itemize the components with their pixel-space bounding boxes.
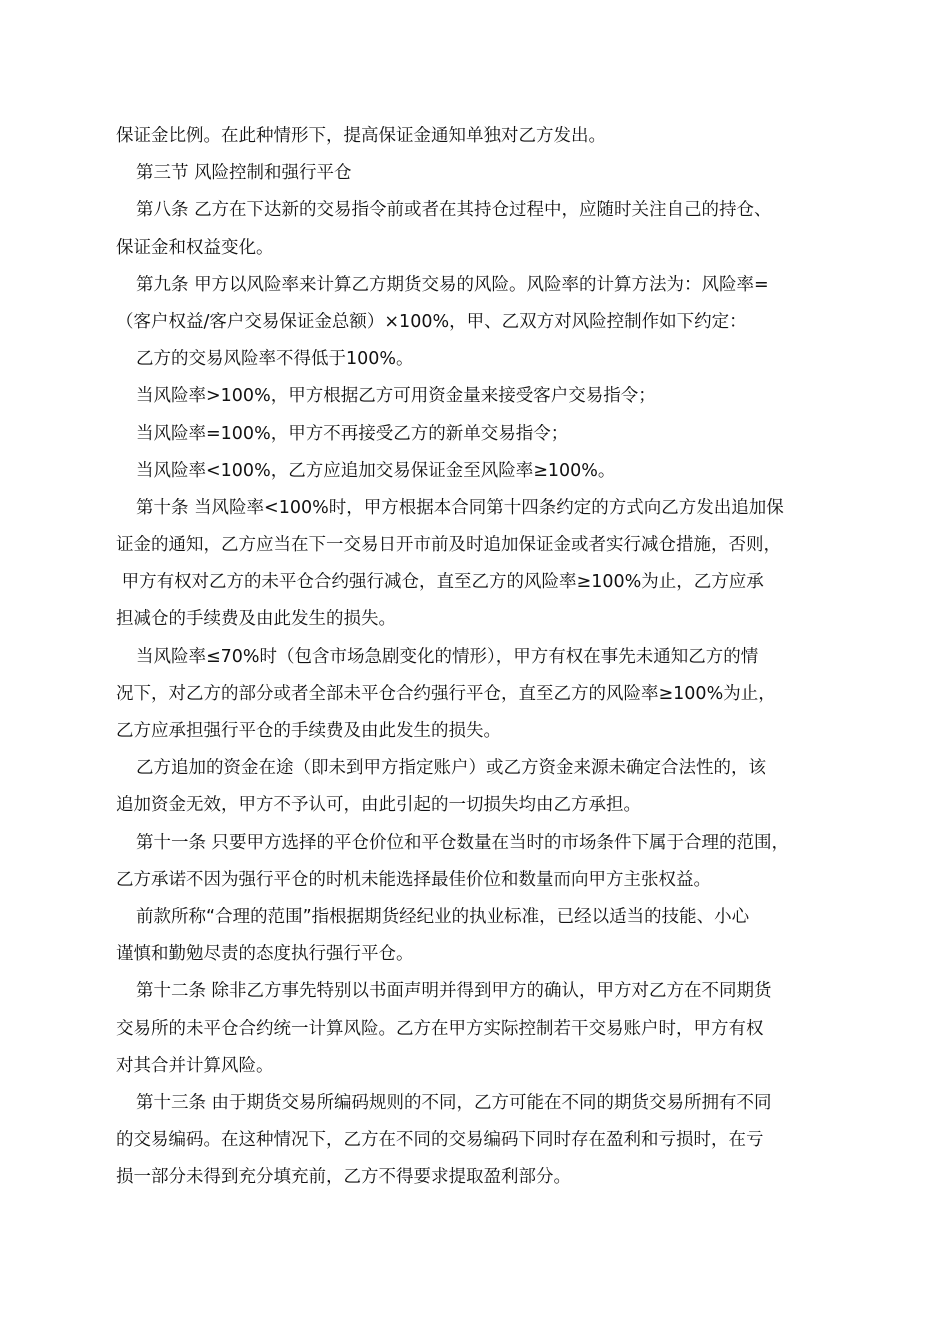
document-line: 当风险率>100%，甲方根据乙方可用资金量来接受客户交易指令； [136,386,656,407]
document-line: 当风险率≤70%时（包含市场急剧变化的情形），甲方有权在事先未通知乙方的情 [136,646,759,667]
document-line: 谨慎和勤勉尽责的态度执行强行平仓。 [116,944,414,965]
document-line: 担减仓的手续费及由此发生的损失。 [116,609,396,630]
document-line: 第九条 甲方以风险率来计算乙方期货交易的风险。风险率的计算方法为：风险率= [136,274,769,295]
document-line: 追加资金无效，甲方不予认可，由此引起的一切损失均由乙方承担。 [116,795,641,816]
document-line: 第十二条 除非乙方事先特别以书面声明并得到甲方的确认，甲方对乙方在不同期货 [136,981,772,1002]
document-line: 第十条 当风险率<100%时，甲方根据本合同第十四条约定的方式向乙方发出追加保 [136,497,784,518]
document-line: 交易所的未平仓合约统一计算风险。乙方在甲方实际控制若干交易账户时，甲方有权 [116,1018,764,1039]
document-line: 第十一条 只要甲方选择的平仓价位和平仓数量在当时的市场条件下属于合理的范围， [136,832,790,853]
document-line: 损一部分未得到充分填充前，乙方不得要求提取盈利部分。 [116,1167,571,1188]
document-line: 第十三条 由于期货交易所编码规则的不同，乙方可能在不同的期货交易所拥有不同 [136,1092,772,1113]
document-line: 乙方追加的资金在途（即未到甲方指定账户）或乙方资金来源未确定合法性的，该 [136,758,766,779]
document-body [116,118,842,1196]
document-line: 况下，对乙方的部分或者全部未平仓合约强行平仓，直至乙方的风险率≥100%为止， [116,683,776,704]
document-line: 当风险率=100%，甲方不再接受乙方的新单交易指令； [136,423,569,444]
document-line: 证金的通知，乙方应当在下一交易日开市前及时追加保证金或者实行减仓措施，否则， [116,535,781,556]
document-line: 甲方有权对乙方的未平仓合约强行减仓，直至乙方的风险率≥100%为止，乙方应承 [116,572,764,593]
document-line: 乙方承诺不因为强行平仓的时机未能选择最佳价位和数量而向甲方主张权益。 [116,869,711,890]
document-line: 乙方应承担强行平仓的手续费及由此发生的损失。 [116,721,501,741]
document-line: 当风险率<100%，乙方应追加交易保证金至风险率≥100%。 [136,460,616,481]
document-line: 第三节 风险控制和强行平仓 [136,163,352,184]
document-line: 前款所称“合理的范围”指根据期货经纪业的执业标准，已经以适当的技能、小心 [136,906,750,927]
document-line: 保证金比例。在此种情形下，提高保证金通知单独对乙方发出。 [116,126,606,146]
document-line: 保证金和权益变化。 [116,237,274,258]
document-line: （客户权益/客户交易保证金总额）×100%，甲、乙双方对风险控制作如下约定： [116,311,747,332]
document-line: 对其合并计算风险。 [116,1055,274,1076]
document-line: 第八条 乙方在下达新的交易指令前或者在其持仓过程中，应随时关注自己的持仓、 [136,200,772,221]
document-line: 乙方的交易风险率不得低于100%。 [136,349,414,370]
document-line: 的交易编码。在这种情况下，乙方在不同的交易编码下同时存在盈利和亏损时，在亏 [116,1130,764,1151]
